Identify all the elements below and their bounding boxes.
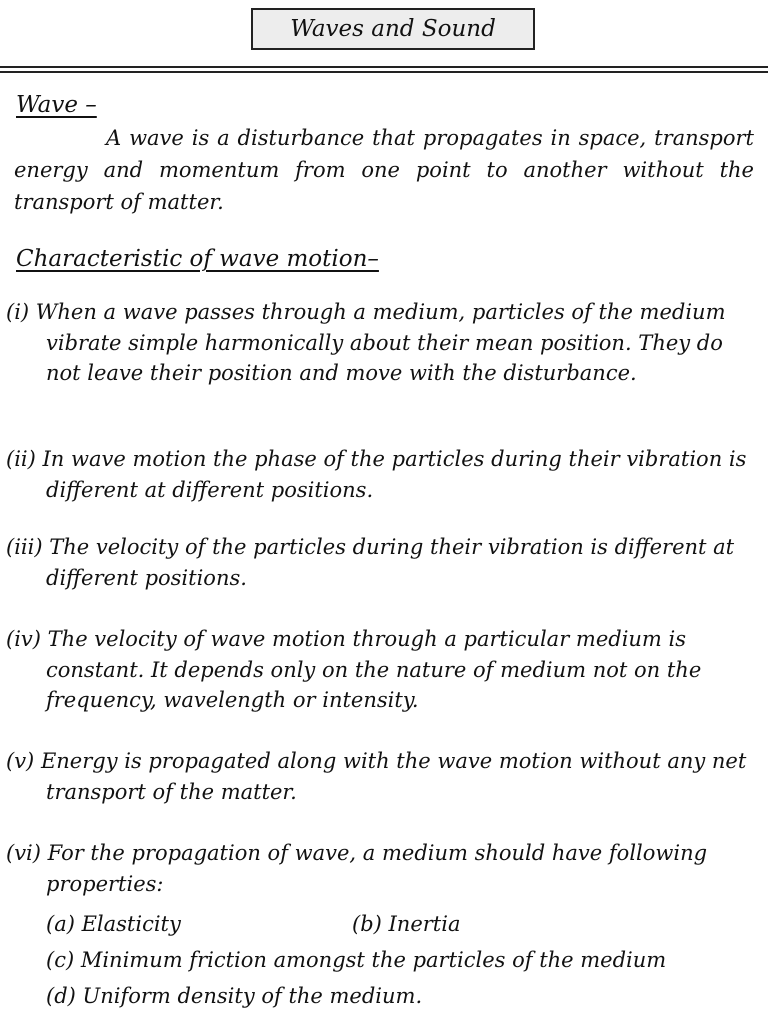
item-number: (ii)	[6, 447, 36, 471]
property-friction: (c) Minimum friction amongst the particles of the medium	[46, 948, 667, 972]
item-number: (v)	[6, 749, 35, 773]
title-divider-bottom	[0, 71, 768, 73]
item-number: (i)	[6, 300, 30, 324]
characteristics-heading: Characteristic of wave motion–	[16, 246, 379, 272]
item-number: (vi)	[6, 841, 41, 865]
property-density: (d) Uniform density of the medium.	[46, 984, 423, 1008]
list-item	[6, 444, 756, 505]
properties-list	[46, 906, 756, 1014]
item-text: For the propagation of wave, a medium should have following properties:	[46, 841, 708, 896]
list-item	[6, 624, 756, 716]
wave-heading: Wave –	[16, 92, 97, 118]
list-item	[6, 838, 756, 899]
list-item	[6, 532, 756, 593]
item-text: Energy is propagated along with the wave motion without any net transport of the matter.	[40, 749, 747, 804]
item-text: The velocity of wave motion through a particular medium is constant. It depends only on the nature of medium not on the frequency, wavelength or intensity.	[46, 627, 702, 712]
item-text: In wave motion the phase of the particles during their vibration is different at different positions.	[42, 447, 747, 502]
item-text: The velocity of the particles during their vibration is different at different positions.	[46, 535, 735, 590]
page-title: Waves and Sound	[251, 8, 535, 50]
item-text: When a wave passes through a medium, particles of the medium vibrate simple harmonically about their mean position. They do not leave their position and move with the disturbance.	[35, 300, 726, 385]
property-elasticity: (a) Elasticity	[46, 912, 181, 936]
wave-definition: A wave is a disturbance that propagates in space, transport energy and momentum from one point to another without the transport of matter.	[14, 126, 754, 214]
properties-row	[46, 906, 756, 942]
property-inertia: (b) Inertia	[352, 912, 461, 936]
list-item	[6, 746, 756, 807]
item-number: (iii)	[6, 535, 43, 559]
list-item	[6, 297, 756, 389]
item-number: (iv)	[6, 627, 41, 651]
title-divider-top	[0, 66, 768, 68]
